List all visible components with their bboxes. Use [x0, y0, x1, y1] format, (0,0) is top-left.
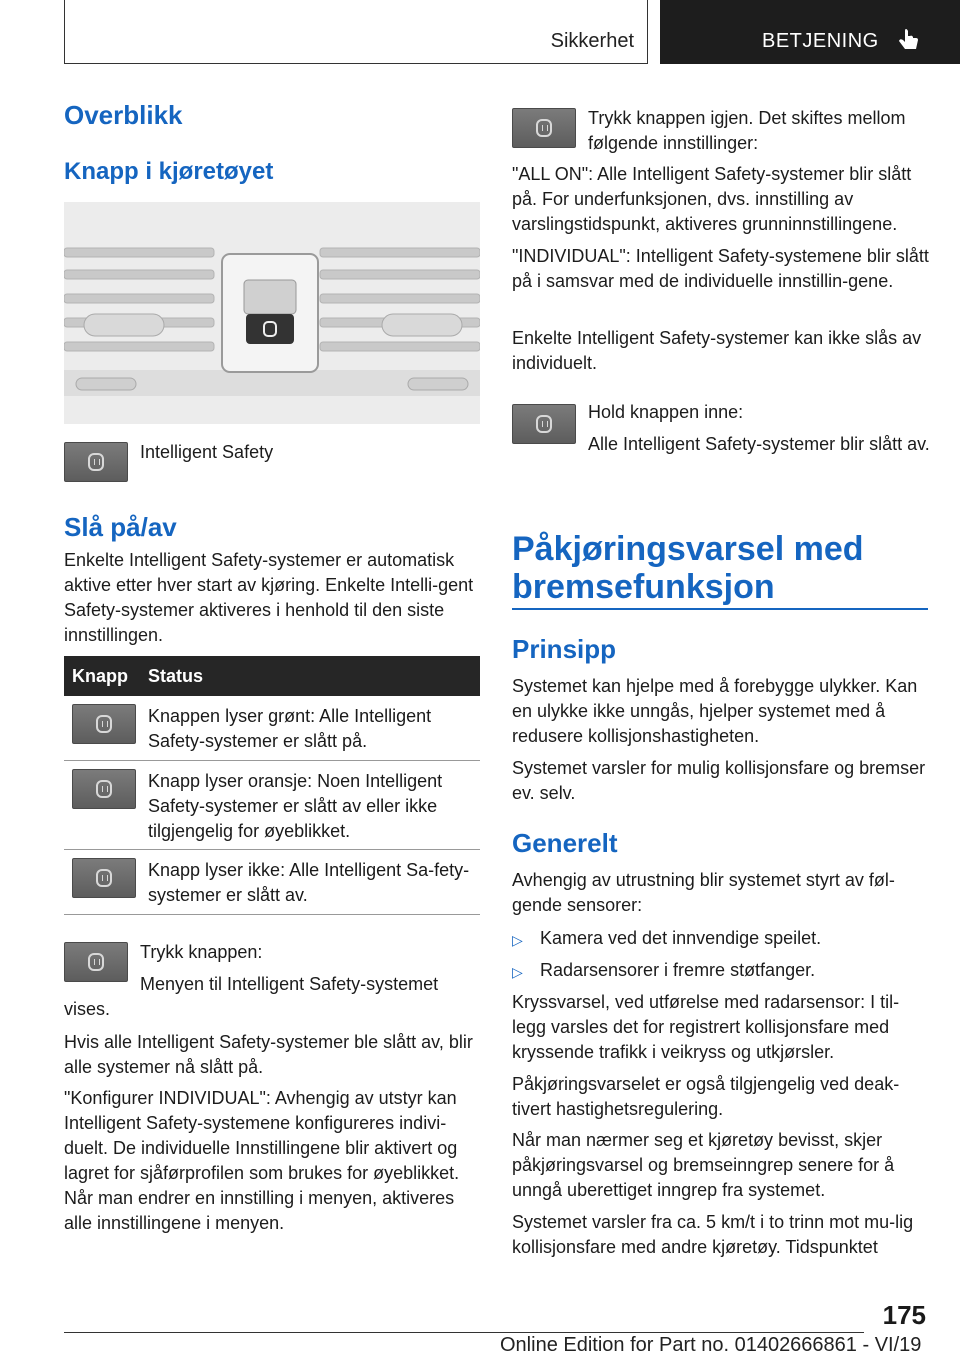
hold-label: Hold knappen inne:: [588, 402, 744, 422]
table-header-status: Status: [148, 666, 204, 686]
paragraph: "INDIVIDUAL": Intelligent Safety-systemene blir slått på i samsvar med de individuelle innstillin-gene.: [512, 246, 929, 291]
press-text: Menyen til Intelligent Safety-systemet vises.: [64, 974, 439, 1019]
paragraph: Systemet kan hjelpe med å forebygge ulykker. Kan en ulykke ikke unngås, hjelper systemet med å redusere kollisjonshastigheten.: [512, 676, 918, 746]
bullet-arrow-icon: ▷: [512, 932, 523, 948]
table-row: [64, 761, 480, 850]
press-again-button-icon: [512, 108, 576, 148]
press-label: Trykk knappen:: [140, 942, 263, 962]
paragraph: Systemet varsler fra ca. 5 km/t i to trinn mot mu-lig kollisjonsfare med andre kjøretøy. Tidspunktet: [512, 1212, 914, 1257]
paragraph: Hvis alle Intelligent Safety-systemer ble slått av, blir alle systemer nå slått på.: [64, 1032, 473, 1077]
page-number: 175: [882, 1300, 926, 1330]
table-cell-status: Knapp lyser ikke: Alle Intelligent Sa-fety-systemer er slått av.: [148, 860, 470, 905]
paragraph: "ALL ON": Alle Intelligent Safety-systemer blir slått på. For underfunksjonen, dvs. innstilling av varslingstidspunkt, aktiveres grunninnstillingene.: [512, 164, 912, 234]
header-chapter-label: BETJENING: [762, 30, 879, 52]
intro-paragraph: Enkelte Intelligent Safety-systemer er automatisk aktive etter hver start av kjøring. Enkelte Intelli-gent Safety-systemer aktiveres i henhold til den siste innstillingen.: [64, 550, 474, 645]
paragraph: "Konfigurer INDIVIDUAL": Avhengig av utstyr kan Intelligent Safety-systemene konfigureres indivi-duelt. De individuelle Innstillingene blir aktivert og lagret for sjåførprofilen som brukes for øyeblikket. Når man endrer en innstilling i menyen, aktiveres alle innstillingene i menyen.: [64, 1088, 460, 1233]
table-header-knapp: Knapp: [72, 666, 128, 686]
button-off-icon: [72, 858, 136, 898]
chapter-title: Påkjøringsvarsel med bremsefunksjon: [512, 530, 864, 606]
list-item: Radarsensorer i fremre støtfanger.: [540, 960, 816, 980]
button-green-icon: [72, 704, 136, 744]
list-item: Kamera ved det innvendige speilet.: [540, 928, 822, 948]
table-row: [64, 696, 480, 761]
title-rule: [512, 608, 928, 610]
photo-caption: Intelligent Safety: [140, 442, 274, 462]
section-title-sla-pa-av: Slå på/av: [64, 512, 177, 542]
paragraph: Påkjøringsvarselet er også tilgjengelig ved deak-tivert hastighetsregulering.: [512, 1074, 900, 1119]
intelligent-safety-button-icon: [64, 442, 128, 482]
section-title-generelt: Generelt: [512, 828, 618, 858]
footer-rule: [64, 1332, 864, 1333]
button-orange-icon: [72, 769, 136, 809]
paragraph: Kryssvarsel, ved utførelse med radarsensor: I til-legg varsles det for registrert kollisjonsfare med kryssende trafikk i veikryss og utkjørsler.: [512, 992, 900, 1062]
table-cell-status: Knapp lyser oransje: Noen Intelligent Safety-systemer er slått av eller ikke tilgjengelig for øyeblikket.: [148, 771, 443, 841]
paragraph: Når man nærmer seg et kjøretøy bevisst, skjer påkjøringsvarsel og bremseinngrep senere for å unngå uberettiget inngrep fra systemet.: [512, 1130, 895, 1200]
paragraph: Systemet varsler for mulig kollisjonsfare og bremser ev. selv.: [512, 758, 926, 803]
subsection-title: Knapp i kjøretøyet: [64, 158, 274, 185]
section-title-prinsipp: Prinsipp: [512, 634, 617, 664]
table-row: [64, 850, 480, 915]
paragraph: Avhengig av utrustning blir systemet styrt av føl-gende sensorer:: [512, 870, 895, 915]
hand-pointer-icon: [896, 28, 922, 54]
bullet-arrow-icon: ▷: [512, 964, 523, 980]
status-table-header: [64, 656, 480, 696]
header-section-label: Sikkerhet: [550, 30, 634, 52]
hold-text: Alle Intelligent Safety-systemer blir slått av.: [588, 434, 930, 454]
vehicle-button-photo: [64, 202, 480, 424]
press-again-text: Trykk knappen igjen. Det skiftes mellom følgende innstillinger:: [588, 108, 906, 153]
footer-edition: Online Edition for Part no. 01402666861 - VI/19: [500, 1334, 922, 1356]
paragraph: Enkelte Intelligent Safety-systemer kan ikke slås av individuelt.: [512, 328, 922, 373]
table-cell-status: Knappen lyser grønt: Alle Intelligent Safety-systemer er slått på.: [148, 706, 432, 751]
page-title: Overblikk: [64, 100, 183, 130]
